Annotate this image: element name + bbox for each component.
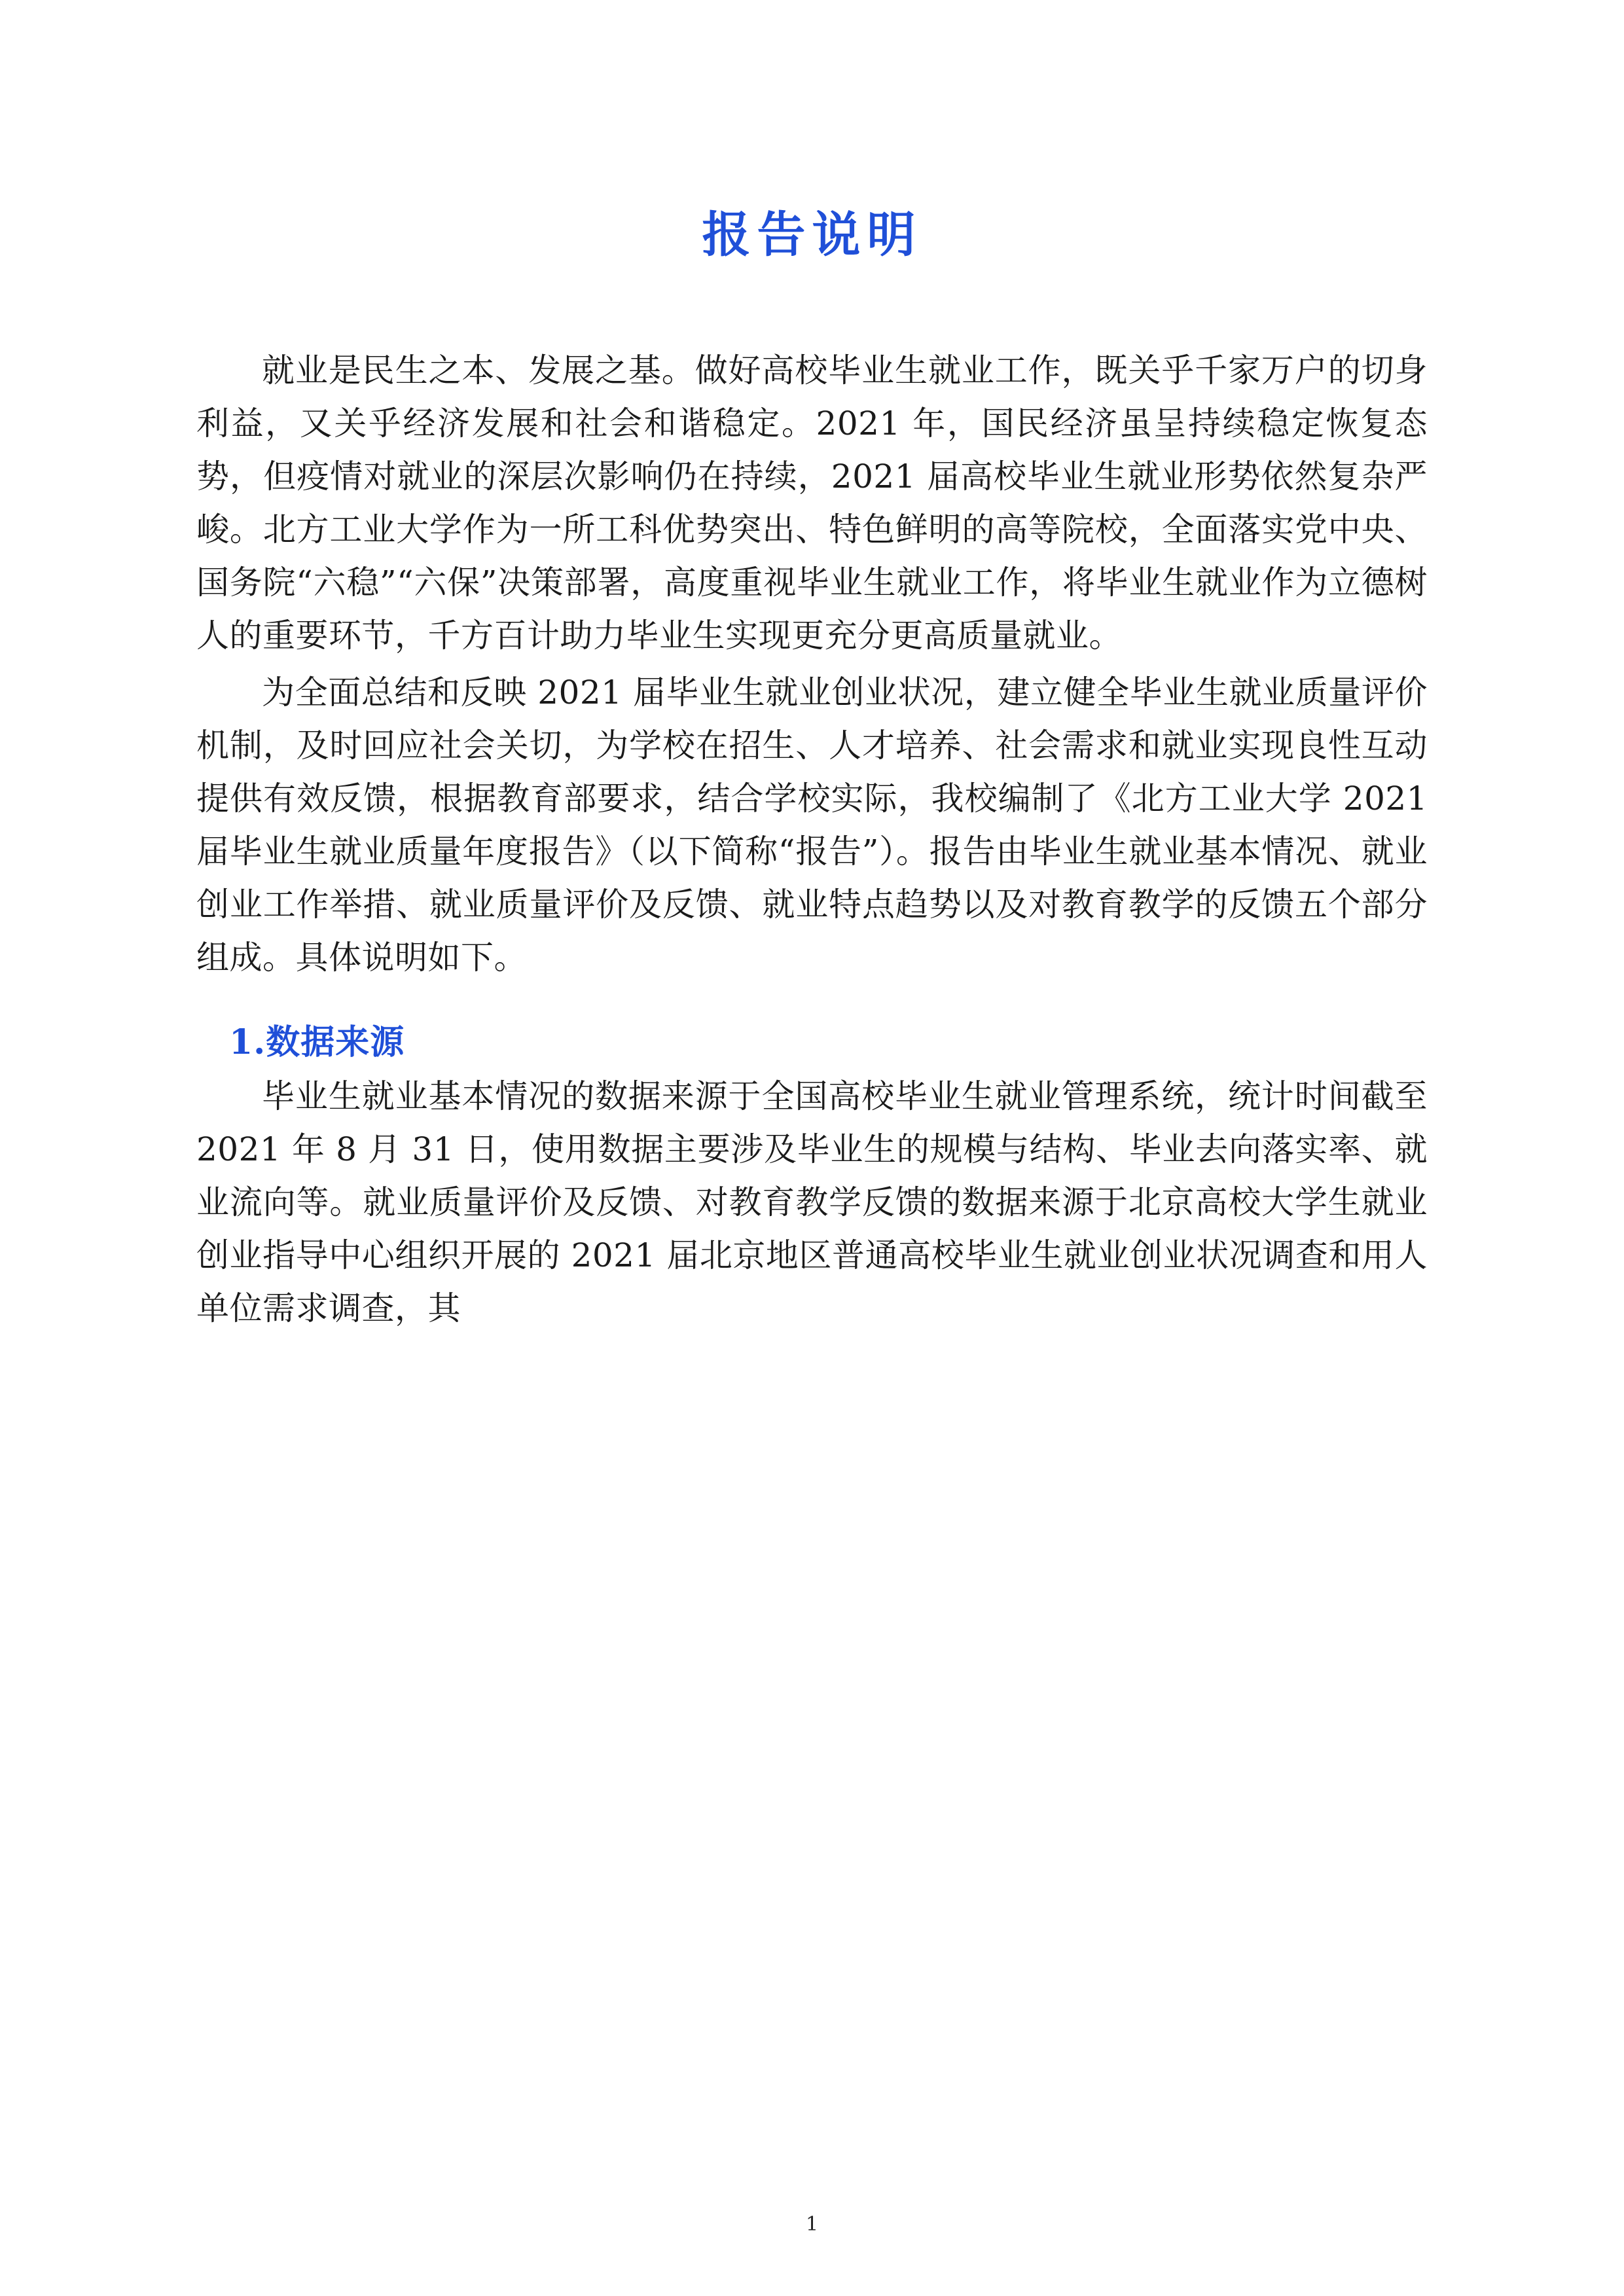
page-title: 报告说明: [702, 207, 922, 263]
paragraph-data-source-1: 毕业生就业基本情况的数据来源于全国高校毕业生就业管理系统，统计时间截至 2021 年 8 月 31 日，使用数据主要涉及毕业生的规模与结构、毕业去向落实率、就业流向等。就业质量评价及反馈、对教育教学反馈的数据来源于北京高校大学生就业创业指导中心组织开展的 2021 届北京地区普通高校毕业生就业创业状况调查和用人单位需求调查，其: [196, 1077, 1428, 1327]
paragraph-intro-1: 就业是民生之本、发展之基。做好高校毕业生就业工作，既关乎千家万户的切身利益，又关乎经济发展和社会和谐稳定。2021 年，国民经济虽呈持续稳定恢复态势，但疫情对就业的深层次影响仍在持续，2021 届高校毕业生就业形势依然复杂严峻。北方工业大学作为一所工科优势突出、特色鲜明的高等院校，全面落实党中央、国务院“六稳”“六保”决策部署，高度重视毕业生就业工作，将毕业生就业作为立德树人的重要环节，千方百计助力毕业生实现更充分更高质量就业。: [196, 351, 1428, 655]
section-heading-data-source: 1.数据来源: [229, 1022, 405, 1062]
paragraph-intro-2: 为全面总结和反映 2021 届毕业生就业创业状况，建立健全毕业生就业质量评价机制，及时回应社会关切，为学校在招生、人才培养、社会需求和就业实现良性互动提供有效反馈，根据教育部要求，结合学校实际，我校编制了《北方工业大学 2021 届毕业生就业质量年度报告》（以下简称“报告”）。报告由毕业生就业基本情况、就业创业工作举措、就业质量评价及反馈、就业特点趋势以及对教育教学的反馈五个部分组成。具体说明如下。: [196, 673, 1428, 977]
page-number: 1: [805, 2213, 819, 2236]
